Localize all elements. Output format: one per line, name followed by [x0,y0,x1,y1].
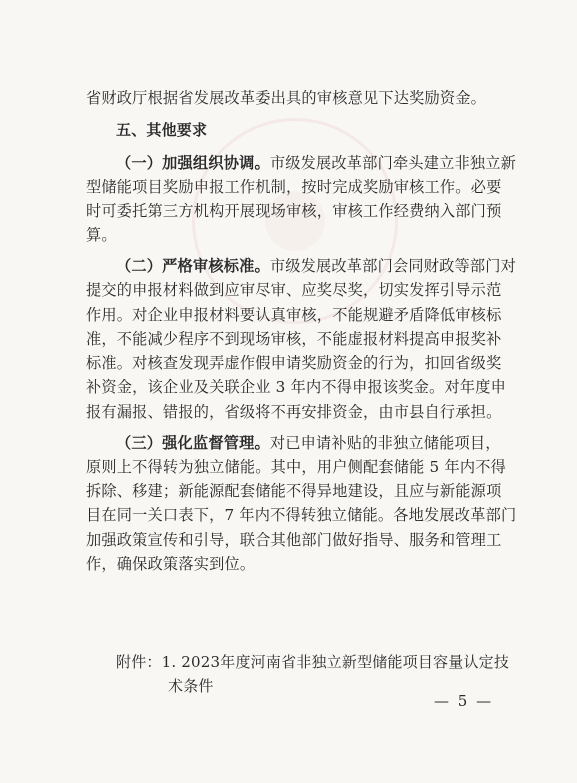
item-3-line: 加强政策宣传和引导，联合其他部门做好指导、服务和管理工 [86,531,502,549]
item-2-line: 报有漏报、错报的，省级将不再安排资金，由市县自行承担。 [86,403,502,421]
item-2-title: （二）严格审核标准。 [116,257,270,275]
item-2-first-line [116,256,516,276]
item-2-text: 市级发展改革部门会同财政等部门对 [269,257,517,275]
item-1-line: 算。 [86,226,117,244]
item-1-title: （一）加强组织协调。 [116,154,270,172]
item-3-line: 原则上不得转为独立储能。其中，用户侧配套储能 5 年内不得 [86,458,506,476]
item-3-title: （三）强化监督管理。 [116,434,270,452]
item-3-text: 对已申请补贴的非独立储能项目， [269,434,501,452]
item-3-line: 目在同一关口表下，7 年内不得转独立储能。各地发展改革部门 [86,506,517,524]
attachment-line [116,652,509,672]
item-2-line: 作用。对企业申报材料要认真审核，不能规避矛盾降低审核标 [86,306,502,324]
item-3-line: 作，确保政策落实到位。 [86,555,256,573]
item-1-text: 市级发展改革部门牵头建立非独立新 [269,154,517,172]
attachment-item-1-continued: 术条件 [168,677,214,695]
item-2-line: 标准。对核查发现弄虚作假申请奖励资金的行为，扣回省级奖 [86,354,502,372]
item-3-line: 拆除、移建；新能源配套储能不得异地建设，且应与新能源项 [86,482,502,500]
item-1-line: 型储能项目奖励申报工作机制，按时完成奖励审核工作。必要 [86,178,502,196]
section-heading: 五、其他要求 [116,121,208,139]
attachment-label: 附件： [116,653,162,671]
attachment-item-1: 1. 2023年度河南省非独立新型储能项目容量认定技 [161,653,510,671]
page-number: — 5 — [434,692,494,710]
item-1-line: 时可委托第三方机构开展现场审核，审核工作经费纳入部门预 [86,202,502,220]
item-2-line: 准，不能减少程序不到现场审核，不能虚报材料提高申报奖补 [86,330,502,348]
paragraph-line: 省财政厅根据省发展改革委出具的审核意见下达奖励资金。 [86,89,487,107]
item-2-line: 补资金，该企业及关联企业 3 年内不得申报该奖金。对年度申 [86,378,506,396]
item-2-line: 提交的申报材料做到应审尽审、应奖尽奖，切实发挥引导示范 [86,281,502,299]
item-1-first-line [116,153,516,173]
item-3-first-line [116,433,501,453]
